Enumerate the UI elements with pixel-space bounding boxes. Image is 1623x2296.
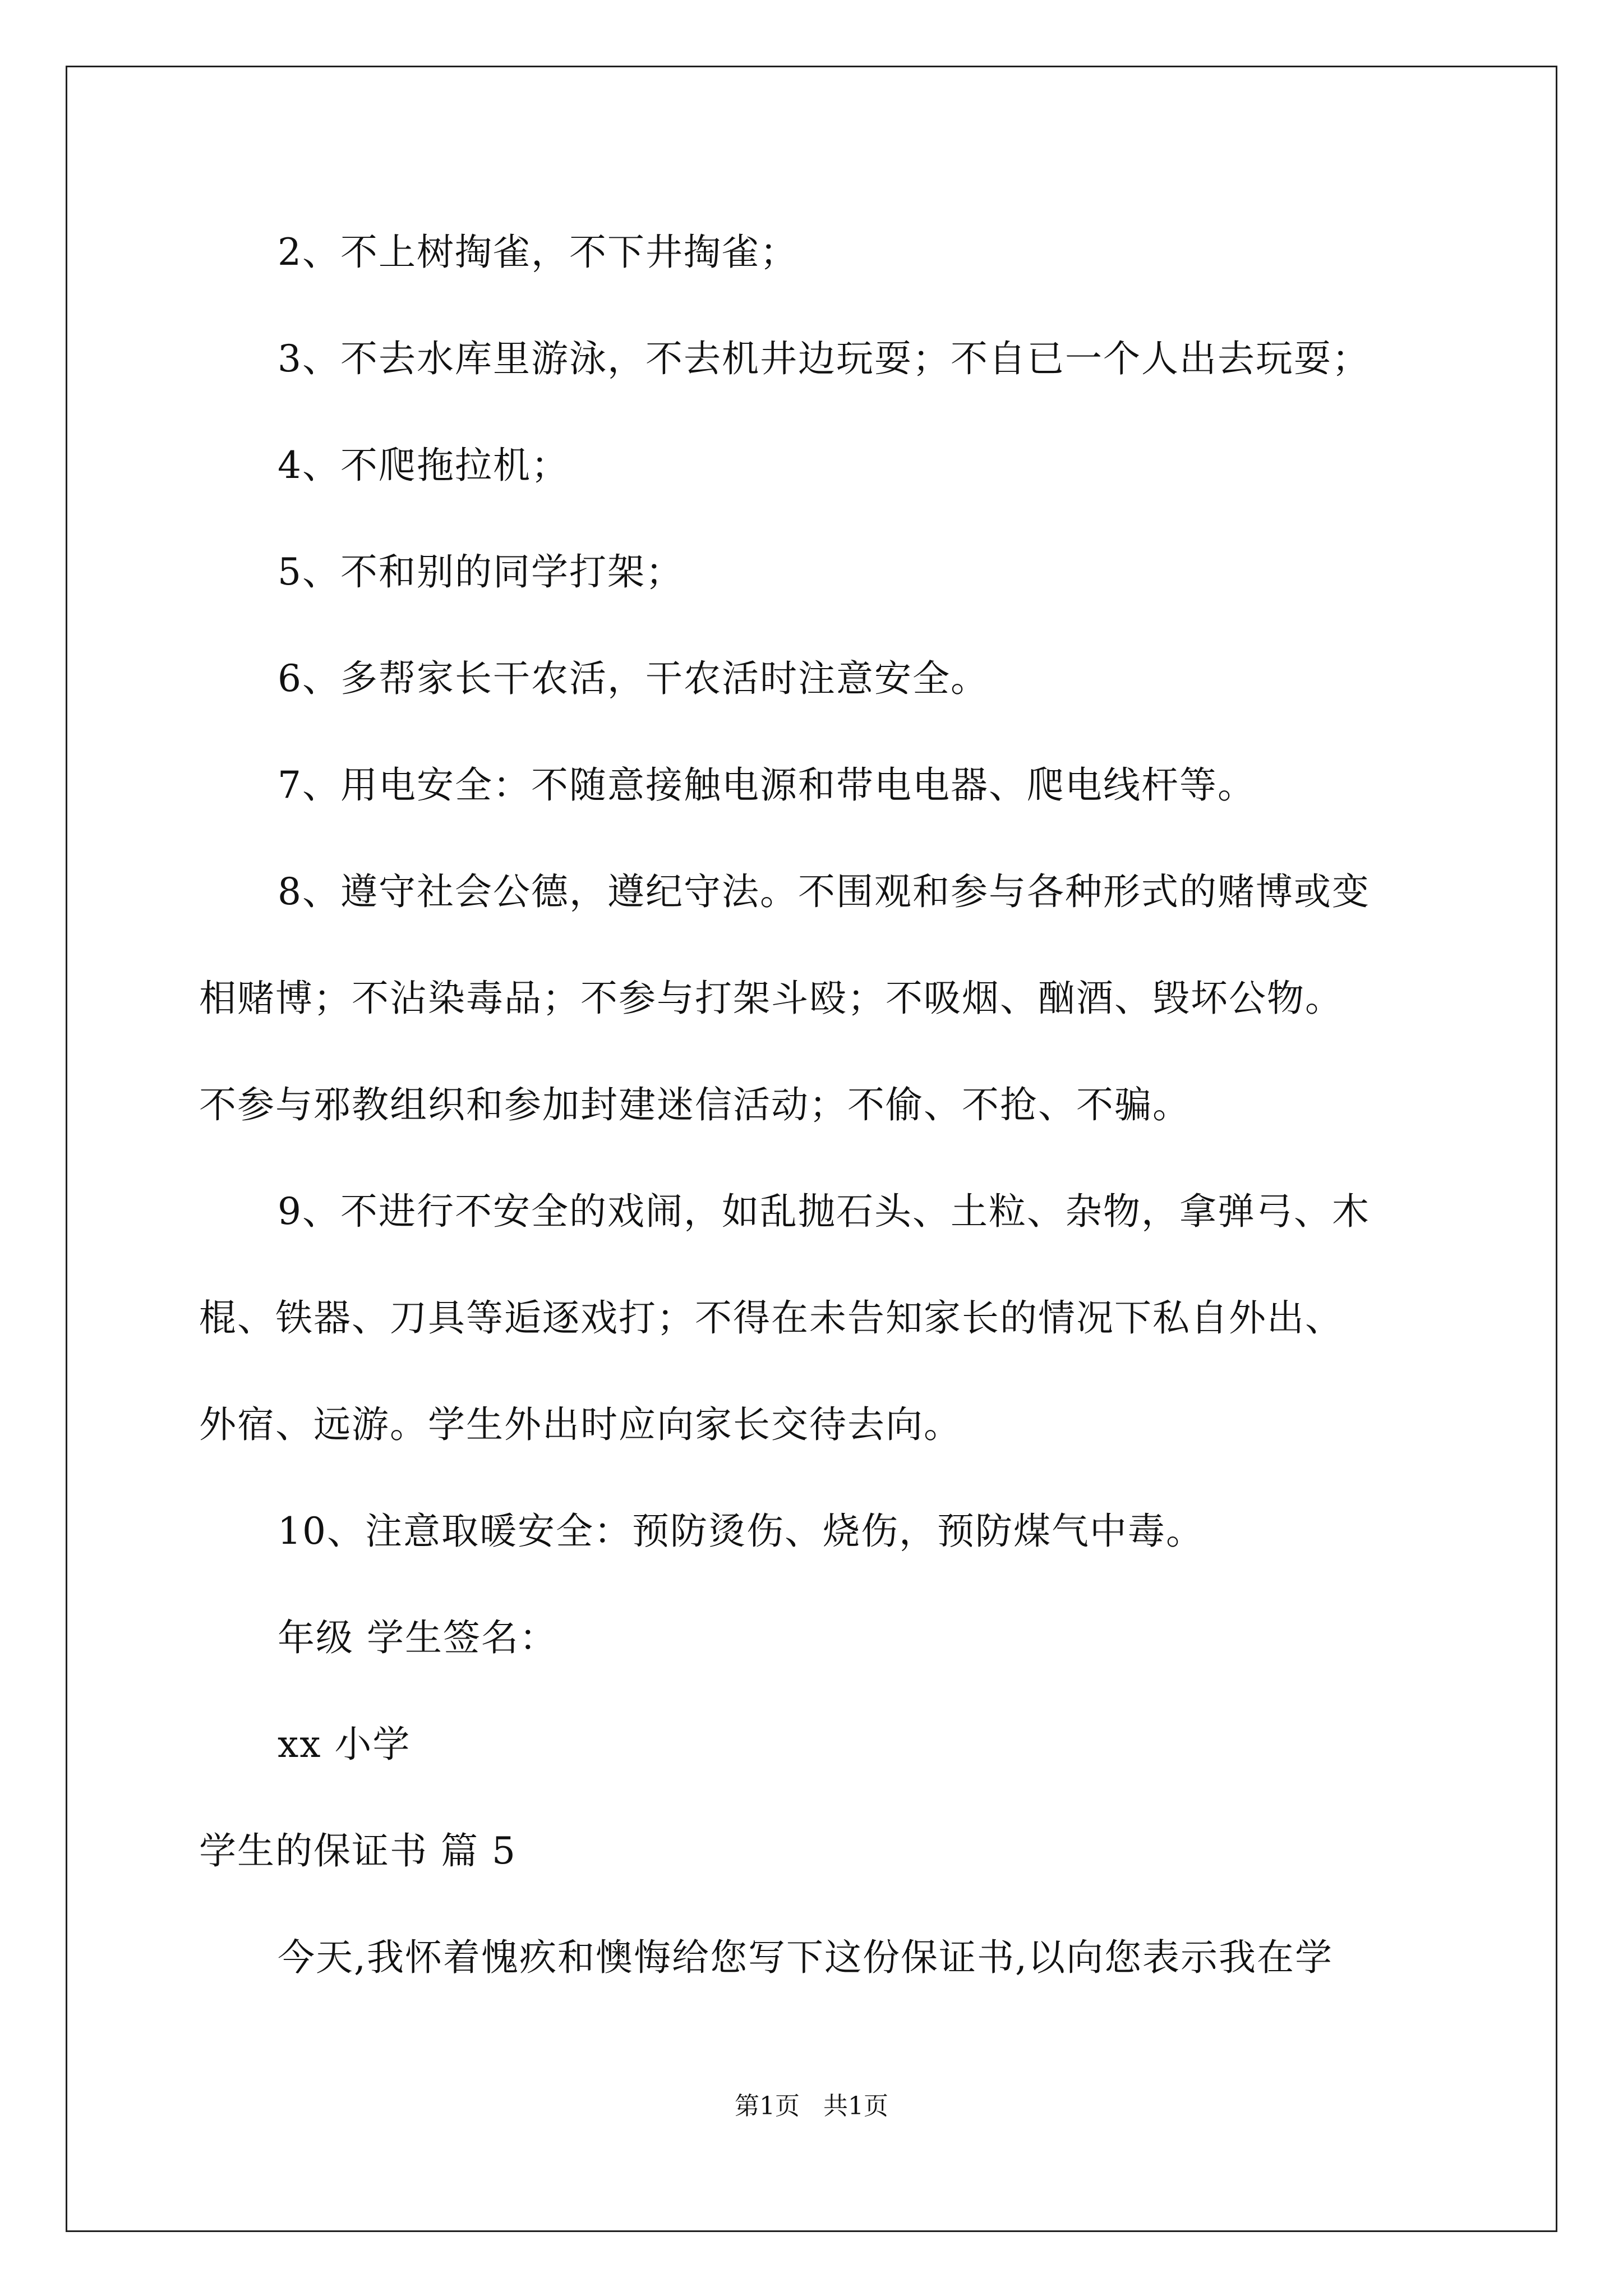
rule-item-9-line-1: 9、不进行不安全的戏闹，如乱抛石头、土粒、杂物，拿弹弓、木 — [278, 1190, 1370, 1233]
rule-item-9-line-3: 外宿、远游。学生外出时应向家长交待去向。 — [199, 1403, 962, 1446]
school-name: xx 小学 — [278, 1723, 411, 1766]
rule-item-5: 5、不和别的同学打架； — [278, 550, 684, 593]
rule-item-3: 3、不去水库里游泳，不去机井边玩耍；不自已一个人出去玩耍； — [278, 337, 1370, 380]
rule-item-4: 4、不爬拖拉机； — [278, 444, 569, 487]
rule-item-2: 2、不上树掏雀，不下井掏雀； — [278, 231, 798, 274]
page-footer: 第1页 共1页 — [735, 2092, 888, 2120]
rule-item-8-line-2: 相赌博；不沾染毒品；不参与打架斗殴；不吸烟、酗酒、毁坏公物。 — [199, 977, 1343, 1020]
signature-line: 年级 学生签名： — [278, 1616, 557, 1659]
section-heading: 学生的保证书 篇 5 — [199, 1829, 517, 1872]
page-border — [66, 66, 1557, 2232]
rule-item-10: 10、注意取暖安全：预防烫伤、烧伤，预防煤气中毒。 — [278, 1510, 1204, 1553]
rule-item-8-line-1: 8、遵守社会公德，遵纪守法。不围观和参与各种形式的赌博或变 — [278, 870, 1370, 913]
rule-item-8-line-3: 不参与邪教组织和参加封建迷信活动；不偷、不抢、不骗。 — [199, 1083, 1191, 1126]
rule-item-7: 7、用电安全：不随意接触电源和带电电器、爬电线杆等。 — [278, 763, 1256, 807]
paragraph-start: 今天,我怀着愧疚和懊悔给您写下这份保证书,以向您表示我在学 — [278, 1936, 1333, 1979]
rule-item-9-line-2: 棍、铁器、刀具等逅逐戏打；不得在未告知家长的情况下私自外出、 — [199, 1296, 1343, 1340]
rule-item-6: 6、多帮家长干农活，干农活时注意安全。 — [278, 657, 989, 700]
